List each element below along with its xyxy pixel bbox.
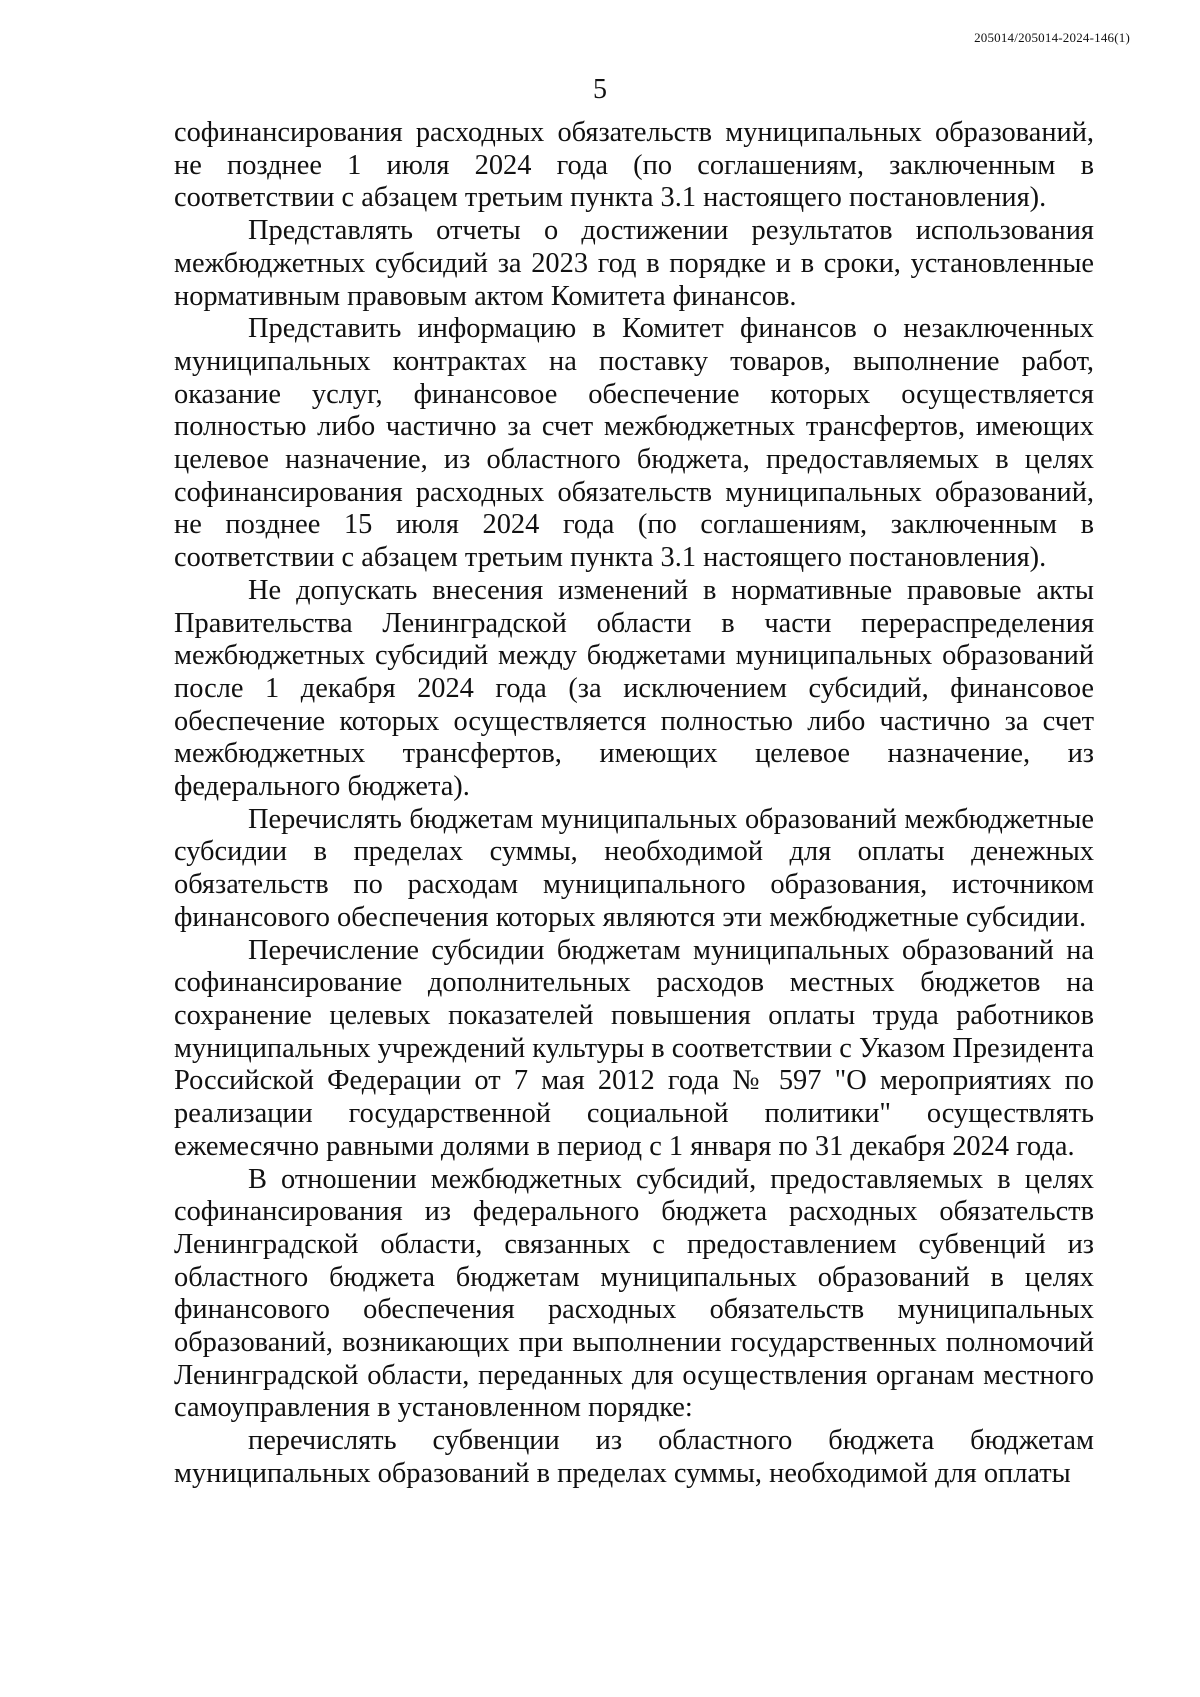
- paragraph-reports: Представлять отчеты о достижении результатов использования межбюджетных субсидий за 2023 год в порядке и в сроки, установленные нормативным правовым актом Комитета финансов.: [174, 215, 1094, 312]
- paragraph-contracts-info: Представить информацию в Комитет финансов о незаключенных муниципальных контрактах на поставку товаров, выполнение работ, оказание услуг, финансовое обеспечение которых осуществляется полностью либо частично за счет межбюджетных трансфертов, имеющих целевое назначение, из областного бюджета, предоставляемых в целях софинансирования расходных обязательств муниципальных образований, не позднее 15 июля 2024 года (по соглашениям, заключенным в соответствии с абзацем третьим пункта 3.1 настоящего постановления).: [174, 313, 1094, 574]
- document-body: [174, 117, 1094, 1491]
- paragraph-culture-subsidy: Перечисление субсидии бюджетам муниципальных образований на софинансирование дополнительных расходов местных бюджетов на сохранение целевых показателей повышения оплаты труда работников муниципальных учреждений культуры в соответствии с Указом Президента Российской Федерации от 7 мая 2012 года № 597 "О мероприятиях по реализации государственной социальной политики" осуществлять ежемесячно равными долями в период с 1 января по 31 декабря 2024 года.: [174, 934, 1094, 1162]
- paragraph-continuation: софинансирования расходных обязательств муниципальных образований, не позднее 1 июля 2024 года (по соглашениям, заключенным в соответствии с абзацем третьим пункта 3.1 настоящего постановления).: [174, 117, 1094, 214]
- paragraph-transfer-subsidies: Перечислять бюджетам муниципальных образований межбюджетные субсидии в пределах суммы, необходимой для оплаты денежных обязательств по расходам муниципального образования, источником финансового обеспечения которых являются эти межбюджетные субсидии.: [174, 803, 1094, 933]
- document-id: 205014/205014-2024-146(1): [974, 30, 1130, 45]
- paragraph-no-changes: Не допускать внесения изменений в нормативные правовые акты Правительства Ленинградской области в части перераспределения межбюджетных субсидий между бюджетами муниципальных образований после 1 декабря 2024 года (за исключением субсидий, финансовое обеспечение которых осуществляется полностью либо частично за счет межбюджетных трансфертов, имеющих целевое назначение, из федерального бюджета).: [174, 574, 1094, 803]
- page-number: 5: [593, 74, 607, 105]
- paragraph-federal-cofinancing: В отношении межбюджетных субсидий, предоставляемых в целях софинансирования из федерального бюджета расходных обязательств Ленинградской области, связанных с предоставлением субвенций из областного бюджета бюджетам муниципальных образований в целях финансового обеспечения расходных обязательств муниципальных образований, возникающих при выполнении государственных полномочий Ленинградской области, переданных для осуществления органам местного самоуправления в установленном порядке:: [174, 1163, 1094, 1424]
- paragraph-subventions: перечислять субвенции из областного бюджета бюджетам муниципальных образований в пределах суммы, необходимой для оплаты: [174, 1425, 1094, 1489]
